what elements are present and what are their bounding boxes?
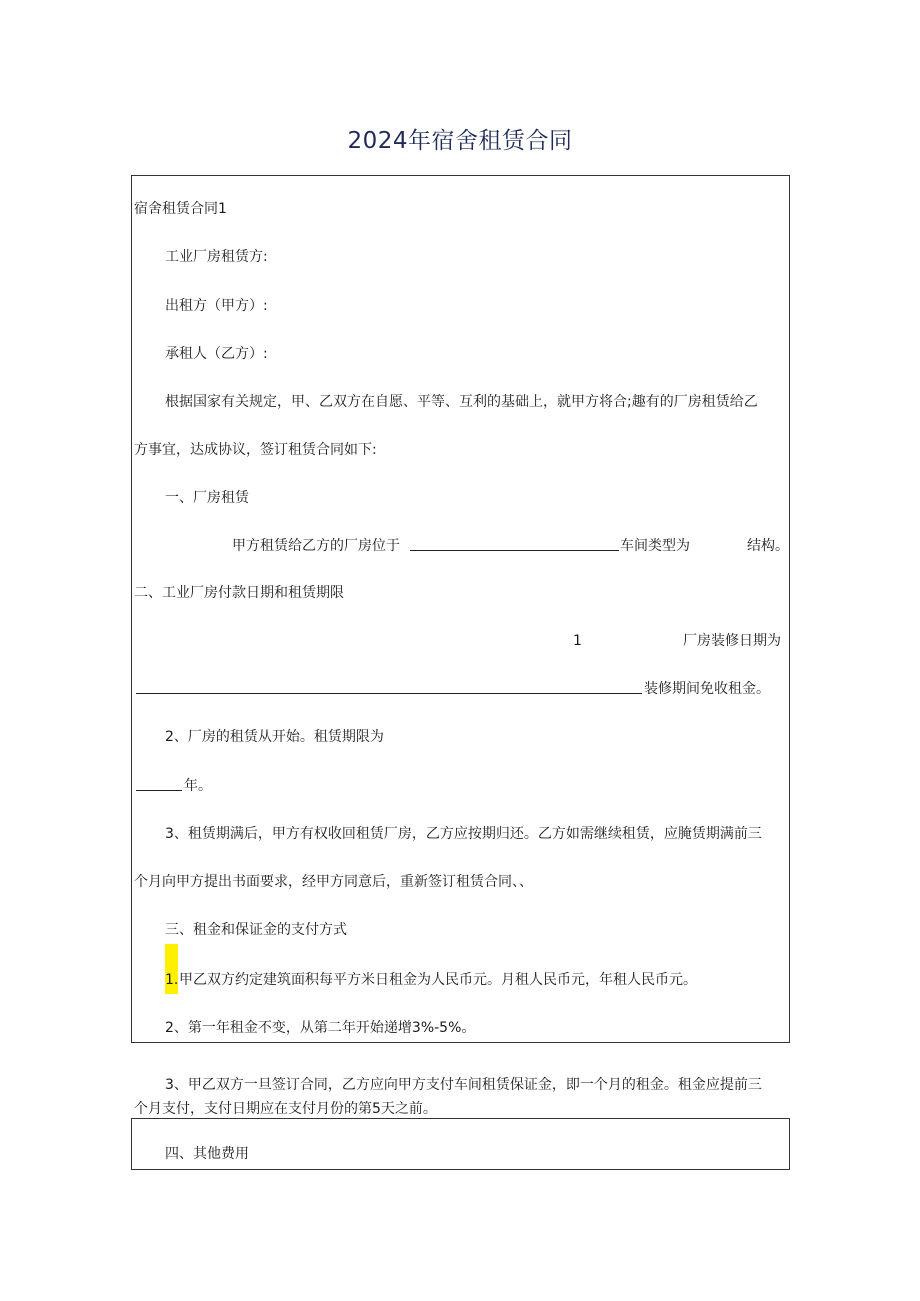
section1-heading: 一、厂房租赁 (165, 490, 249, 506)
party-a-label: 出租方（甲方）: (165, 298, 268, 314)
document-title: 2024年宿舍租赁合同 (347, 128, 573, 154)
intro-paragraph-line2: 方事宜，达成协议，签订租赁合同如下: (134, 442, 377, 458)
renewal-line2: 个月向甲方提出书面要求，经甲方同意后，重新签订租赁合同、、 (134, 874, 533, 890)
payment-item1: 甲乙双方约定建筑面积每平方米日租金为人民币元。月租人民币元，年租人民币元。 (179, 972, 697, 988)
payment-item3-line1: 3、甲乙双方一旦签订合同，乙方应向甲方支付车间租赁保证金，即一个月的租金。租金应提前三 (165, 1077, 762, 1093)
renovation-date-blank (136, 680, 642, 699)
rent-free-note: 装修期间免收租金。 (644, 681, 770, 697)
party-b-label: 承租人（乙方）: (165, 346, 268, 362)
contract-label: 宿舍租赁合同1 (134, 201, 227, 217)
section3-heading: 三、租金和保证金的支付方式 (165, 922, 347, 938)
lease-years-blank (136, 777, 182, 796)
payment-item2: 2、第一年租金不变，从第二年开始递增3%-5%。 (165, 1020, 476, 1036)
workshop-type-label: 车间类型为 (620, 538, 690, 554)
item-number: 1 (573, 633, 582, 649)
lease-years-unit: 年。 (184, 778, 212, 794)
section2-heading: 二、工业厂房付款日期和租赁期限 (134, 585, 344, 601)
section1-location-label: 甲方租赁给乙方的厂房位于 (232, 538, 400, 554)
lessor-label: 工业厂房租赁方: (165, 249, 268, 265)
renovation-date-label: 厂房装修日期为 (683, 633, 781, 649)
structure-label: 结构。 (747, 538, 789, 554)
lease-start-text: 2、厂房的租赁从开始。租赁期限为 (165, 729, 384, 745)
payment-item1-number: 1. (165, 972, 179, 988)
renewal-line1: 3、租赁期满后，甲方有权收回租赁厂房，乙方应按期归还。乙方如需继续租赁，应腌赁期满前三 (165, 826, 762, 842)
location-blank (410, 537, 619, 556)
intro-paragraph-line1: 根据国家有关规定，甲、乙双方在自愿、平等、互利的基础上，就甲方将合;趣有的厂房租赁给乙 (165, 394, 758, 410)
payment-item3-line2: 个月支付，支付日期应在支付月份的第5天之前。 (134, 1101, 437, 1117)
section4-heading: 四、其他费用 (165, 1146, 249, 1162)
